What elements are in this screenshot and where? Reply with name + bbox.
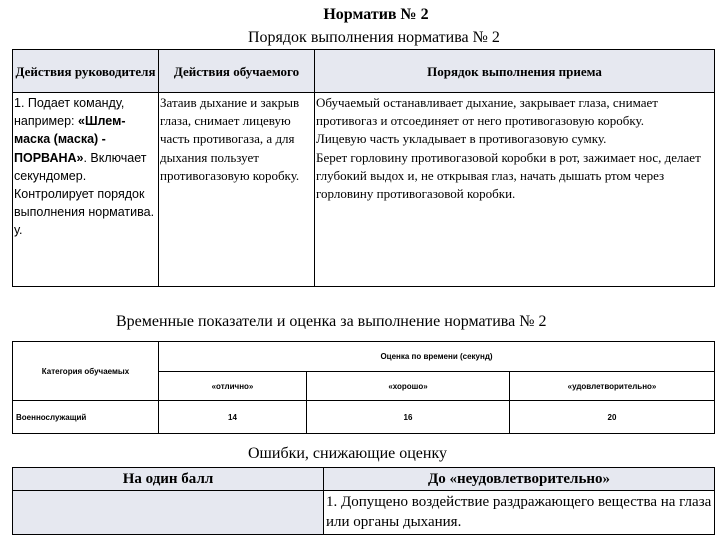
header-trainee-actions: Действия обучаемого [159,50,315,93]
order-paragraph: Берет горловину противогазовой коробки в рот, зажимает нос, делает глубокий выдох и, не открывая глаз, начать дышать ртом через горловину противогазовой коробки. [316,149,701,202]
category-header: Категория обучаемых [13,342,159,401]
errors-caption: Ошибки, снижающие оценку [248,445,448,462]
header-leader-actions: Действия руководителя [13,50,159,93]
header-unsatisfactory: До «неудовлетворительно» [324,468,715,491]
leader-text-before: 1. Подает команду, например: [14,96,125,129]
grade-good: «хорошо» [307,372,510,401]
errors-table [12,467,715,535]
page-title: Норматив № 2 [323,6,429,23]
header-one-point: На один балл [13,468,324,491]
grade-satisfactory: «удовлетворительно» [510,372,715,401]
one-point-cell [13,491,324,535]
unsatisfactory-cell: 1. Допущено воздействие раздражающего вещества на глаза или органы дыхания. [324,491,715,535]
grade-excellent: «отлично» [159,372,307,401]
time-good: 16 [307,401,510,434]
trainee-actions-cell: Затаив дыхание и закрыв глаза, снимает лицевую часть противогаза, а для дыхания пользует противогазовую коробку. [159,93,315,287]
leader-command: «Шлем-маска (маска) - ПОРВАНА» [14,114,126,165]
procedure-order-cell [315,93,715,287]
time-group-header: Оценка по времени (секунд) [159,342,715,372]
time-satisfactory: 20 [510,401,715,434]
header-procedure-order: Порядок выполнения приема [315,50,715,93]
procedure-table [12,49,715,287]
time-table [12,341,715,434]
leader-text-after: . Включает секундомер. Контролирует порядок выполнения норматива. у. [14,150,155,238]
leader-actions-cell [13,93,159,287]
order-paragraph: Лицевую часть укладывает в противогазовую сумку. [316,131,607,147]
time-caption: Временные показатели и оценка за выполнение норматива № 2 [116,313,547,330]
page-subtitle: Порядок выполнения норматива № 2 [248,29,500,46]
order-paragraph: Обучаемый останавливает дыхание, закрывает глаза, снимает противогаз и отсоединяет от него противогазовую коробку. [316,95,658,129]
time-excellent: 14 [159,401,307,434]
category-serviceman: Военнослужащий [13,401,159,434]
